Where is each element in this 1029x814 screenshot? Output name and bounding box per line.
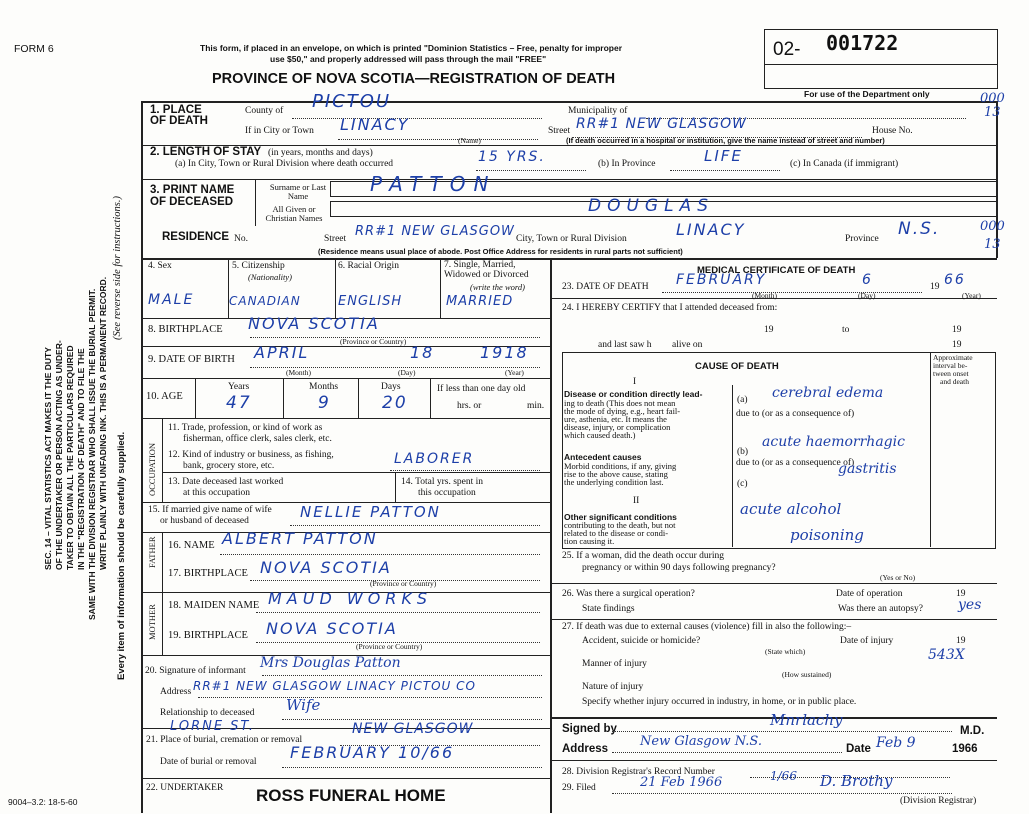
mother-bp-label: 19. BIRTHPLACE (168, 630, 248, 641)
disease-f: which caused death.) (564, 430, 636, 440)
md-label: M.D. (960, 725, 985, 737)
birthplace-value: NOVA SCOTIA (248, 314, 380, 333)
dod-month-hint: (Month) (752, 291, 777, 300)
registrar-label: (Division Registrar) (900, 796, 977, 806)
pregnancy-a: 25. If a woman, did the death occur during (562, 551, 724, 561)
surgical-findings: State findings (582, 604, 635, 614)
informant-address: RR#1 NEW GLASGOW LINACY PICTOU CO (193, 679, 476, 693)
rule-11 (141, 418, 551, 419)
informant-relation: Wife (286, 696, 321, 714)
dob-line (250, 367, 540, 369)
stay-b-line (670, 170, 780, 172)
residence-city-value: LINACY (676, 220, 746, 239)
other-a: Other significant conditions (564, 512, 677, 522)
margin-code-top: 000 (980, 91, 1005, 106)
parent-side-div (162, 532, 163, 655)
undertaker-value: ROSS FUNERAL HOME (256, 786, 446, 805)
age-less-label: If less than one day old (437, 384, 526, 394)
surname-label: Surname or Last Name (269, 182, 327, 201)
father-name: ALBERT PATTON (222, 529, 378, 548)
residence-city-label: City, Town or Rural Division (516, 234, 627, 244)
age-years-label: Years (228, 382, 250, 392)
signer-address: New Glasgow N.S. (640, 734, 762, 749)
burial-place-extra: LORNE ST. (170, 719, 255, 734)
father-name-line (220, 554, 540, 556)
surgical-19: 19 (956, 589, 966, 599)
reg-number: 001722 (826, 31, 899, 55)
birthplace-label: 8. BIRTHPLACE (148, 324, 223, 335)
side-note-5: SAME WITH THE DIVISION REGISTRAR WHO SHALL ISSUE THE BURIAL PERMIT. (87, 288, 97, 620)
filed-value: 21 Feb 1966 (640, 775, 723, 790)
external-19: 19 (956, 636, 966, 646)
length-of-stay-hint: (in years, months and days) (268, 148, 373, 158)
age-years: 47 (226, 393, 252, 413)
signed-value: Mnrlachy (770, 711, 843, 729)
dob-year-hint: (Year) (505, 368, 524, 377)
father-bp: NOVA SCOTIA (260, 558, 392, 577)
age-div-2 (283, 378, 284, 418)
occ-13a: 13. Date deceased last worked (168, 477, 284, 487)
racial-origin-value: ENGLISH (338, 294, 403, 309)
dob-day: 18 (410, 343, 435, 362)
signer-date: Feb 9 (876, 735, 916, 751)
external-how: (How sustained) (782, 670, 832, 679)
side-note-2: OF THE UNDERTAKER OR PERSON ACTING AS UNDER- (54, 340, 64, 570)
age-months-label: Months (309, 382, 339, 392)
ante-a: Antecedent causes (564, 452, 642, 462)
roman-one: I (633, 377, 637, 387)
frame-top-line (141, 101, 997, 103)
city-value: LINACY (340, 115, 410, 134)
residence-no-label: No. (234, 234, 248, 244)
autopsy-label: Was there an autopsy? (838, 604, 923, 614)
address-line (198, 697, 542, 699)
ante-b: Morbid conditions, if any, giving (564, 461, 677, 471)
mother-maiden-label: 18. MAIDEN NAME (168, 600, 260, 611)
informant-signature: Mrs Douglas Patton (260, 655, 401, 671)
stay-a-line (476, 170, 586, 172)
other-value2: poisoning (790, 526, 864, 544)
external-specify: Specify whether injury occurred in industry, in home, or in public place. (582, 697, 857, 707)
age-hrs-label: hrs. or (457, 401, 482, 411)
occ-rule-13 (162, 472, 551, 473)
dod-month: FEBRUARY (676, 272, 767, 288)
occ-11b: fisherman, office clerk, sales clerk, etc. (183, 434, 332, 444)
informant-label: 20. Signature of informant (145, 666, 246, 676)
signer-date-label: Date (846, 743, 871, 755)
disease-a: Disease or condition directly lead- (564, 389, 703, 399)
county-line (292, 118, 542, 120)
sex-value: MALE (148, 292, 195, 308)
mother-bp-line (256, 642, 540, 644)
age-div-4 (430, 378, 431, 418)
roman-two: II (633, 496, 640, 506)
interval-b: interval be- (933, 361, 968, 370)
place-of-death-label: 1. PLACE OF DEATH (150, 104, 208, 127)
industry-line (390, 470, 540, 472)
autopsy-value: yes (958, 597, 982, 613)
occ-12a: 12. Kind of industry or business, as fishing, (168, 450, 334, 460)
stay-a-label: (a) In City, Town or Rural Division where death occurred (175, 159, 394, 169)
side-note-1: SEC. 14 – VITAL STATISTICS ACT MAKES IT THE DUTY (43, 347, 53, 570)
row-divider-3 (141, 258, 997, 260)
age-div-3 (358, 378, 359, 418)
other-c: related to the disease or condi- (564, 528, 669, 538)
city-name-hint: (Name) (458, 136, 481, 145)
reg-box-divider (764, 64, 997, 65)
external-state: (State which) (765, 647, 806, 656)
footer-code: 9004–3.2: 18-5-60 (8, 797, 78, 807)
occ-14a: 14. Total yrs. spent in (401, 477, 484, 487)
certify-19c: 19 (952, 340, 962, 350)
due-to-2: due to (or as a consequence of) (736, 458, 855, 468)
mother-side-label: MOTHER (147, 604, 157, 640)
rule-r28 (551, 760, 997, 761)
reg-prefix: 02- (773, 39, 801, 60)
dod-year-prefix: 19 (930, 282, 940, 292)
dod-label: 23. DATE OF DEATH (562, 282, 649, 292)
dod-year: 66 (944, 272, 966, 288)
margin-code-mid: 000 (980, 219, 1005, 234)
cause-a: cerebral edema (772, 385, 884, 401)
birthplace-hint: (Province or Country) (340, 337, 407, 346)
father-bp-line (250, 580, 540, 582)
external-code: 543X (928, 647, 965, 663)
birthplace-line (250, 337, 540, 339)
record-number-value: 1/66 (770, 769, 797, 783)
due-to-1: due to (or as a consequence of) (736, 409, 855, 419)
age-days: 20 (382, 393, 408, 413)
relation-line (282, 719, 542, 721)
cause-c-label: (c) (737, 479, 748, 489)
dod-day-hint: (Day) (858, 291, 876, 300)
given-label: All Given or Christian Names (265, 204, 323, 223)
registrar-signature: D. Brothy (820, 772, 893, 790)
dod-year-hint: (Year) (962, 291, 981, 300)
dob-month: APRIL (254, 343, 310, 362)
father-bp-label: 17. BIRTHPLACE (168, 568, 248, 579)
signer-date-year: 1966 (952, 743, 978, 755)
certify-to: to (842, 325, 850, 335)
burial-date-label: Date of burial or removal (160, 757, 257, 767)
yes-no-hint: (Yes or No) (880, 573, 916, 582)
certify-last: and last saw h (598, 340, 652, 350)
pregnancy-b: pregnancy or within 90 days following pregnancy? (582, 563, 776, 573)
side-note-3: TAKER TO OBTAIN ALL THE PARTICULARS REQUIRED (65, 345, 75, 570)
occ-11a: 11. Trade, profession, or kind of work as (168, 423, 323, 433)
rule-r26 (551, 583, 997, 584)
spouse-label-a: 15. If married give name of wife (148, 505, 272, 515)
other-d: tion causing it. (564, 536, 615, 546)
occ-14b: this occupation (418, 488, 476, 498)
burial-place-line (340, 745, 540, 747)
external-acc: Accident, suicide or homicide? (582, 636, 701, 646)
cause-b-label: (b) (737, 447, 749, 457)
certify-label: 24. I HEREBY CERTIFY that I attended deceased from: (562, 303, 778, 313)
stay-b-label: (b) In Province (598, 159, 656, 169)
street-line (572, 137, 862, 139)
dept-use-note: For use of the Department only (804, 89, 930, 99)
side-note-4: IN THE "REGISTRATION OF DEATH" AND TO FILE THE (76, 348, 86, 570)
cause-title: CAUSE OF DEATH (695, 361, 779, 372)
age-months: 9 (318, 393, 331, 413)
name-label-div (255, 180, 256, 226)
record-line (750, 777, 950, 779)
occ-13b: at this occupation (183, 488, 251, 498)
spouse-label-b: or husband of deceased (160, 516, 249, 526)
certify-19b: 19 (952, 325, 962, 335)
spouse-value: NELLIE PATTON (300, 503, 441, 521)
interval-a: Approximate (933, 353, 973, 362)
informant-line (262, 675, 542, 677)
ante-d: the underlying condition last. (564, 477, 664, 487)
col-div-7 (440, 258, 441, 318)
informant-relation-label: Relationship to deceased (160, 708, 255, 718)
burial-place: NEW GLASGOW (352, 721, 474, 737)
burial-date-line (282, 767, 542, 769)
signer-address-line (612, 752, 842, 754)
external-label: 27. If death was due to external causes (violence) fill in also the following:– (562, 622, 852, 632)
cause-a-label: (a) (737, 395, 748, 405)
residence-province-label: Province (845, 234, 879, 244)
dod-line (662, 292, 922, 294)
marital-value: MARRIED (446, 294, 514, 309)
spouse-line (290, 525, 540, 527)
residence-street-value: RR#1 NEW GLASGOW (355, 224, 515, 239)
city-label: If in City or Town (245, 126, 314, 136)
signed-line (612, 731, 952, 733)
cause-b2: gastritis (838, 461, 897, 477)
col-div-5 (228, 258, 229, 318)
interval-div (930, 352, 931, 547)
signer-address-label: Address (562, 743, 609, 755)
external-manner: Manner of injury (582, 659, 647, 669)
occupation-side-label: OCCUPATION (147, 442, 157, 496)
street-label: Street (548, 126, 571, 136)
medical-title: MEDICAL CERTIFICATE OF DEATH (697, 265, 856, 276)
certify-alive: alive on (672, 340, 703, 350)
citizenship-value: CANADIAN (229, 294, 301, 308)
filed-label: 29. Filed (562, 783, 596, 793)
dob-month-hint: (Month) (286, 368, 311, 377)
house-label: House No. (872, 126, 913, 136)
undertaker-label: 22. UNDERTAKER (146, 783, 224, 793)
street-value: RR#1 NEW GLASGOW (576, 116, 747, 132)
age-label: 10. AGE (146, 391, 183, 402)
filed-line (612, 793, 952, 795)
mail-notice-1: This form, if placed in an envelope, on which is printed "Dominion Statistics – Free, penalty for improper (200, 43, 623, 53)
dod-day: 6 (862, 272, 873, 288)
citizenship-label: 5. Citizenship (232, 261, 285, 271)
middle-divider (550, 258, 552, 813)
sex-label: 4. Sex (148, 261, 172, 271)
rule-r27 (551, 619, 997, 620)
father-bp-hint: (Province or Country) (370, 579, 437, 588)
burial-date: FEBRUARY 10/66 (290, 743, 455, 762)
dob-day-hint: (Day) (398, 368, 416, 377)
city-line (338, 139, 538, 141)
cause-label-div (732, 385, 733, 547)
other-value: acute alcohol (740, 500, 842, 518)
mail-notice-2: use $50," and properly addressed will pass through the mail "FREE" (270, 54, 547, 64)
occ-side-div (162, 418, 163, 502)
rule-10 (141, 378, 551, 379)
disease-c: the mode of dying, e.g., heart fail- (564, 406, 681, 416)
interval-d: and death (940, 377, 969, 386)
surname-value: PATTON (370, 172, 497, 196)
hospital-note: (If death occurred in a hospital or institution, give the name instead of street and number) (566, 136, 885, 145)
surgical-label: 26. Was there a surgical operation? (562, 589, 695, 599)
certify-19a: 19 (764, 325, 774, 335)
age-min-label: min. (527, 401, 545, 411)
mother-maiden: MAUD WORKS (268, 589, 433, 608)
county-value: PICTOU (312, 91, 392, 112)
residence-street-label: Street (324, 234, 347, 244)
other-b: contributing to the death, but not (564, 520, 676, 530)
mother-bp: NOVA SCOTIA (266, 619, 398, 638)
form-id: FORM 6 (14, 43, 54, 55)
frame-left-line (141, 101, 143, 813)
side-note-7: (See reverse side for instructions.) (112, 196, 123, 340)
age-days-label: Days (381, 382, 401, 392)
dob-label: 9. DATE OF BIRTH (148, 354, 235, 365)
ante-c: rise to the above cause, stating (564, 469, 668, 479)
col-div-6 (335, 258, 336, 318)
mother-maiden-line (256, 612, 540, 614)
informant-address-label: Address (160, 687, 192, 697)
stay-c-label: (c) In Canada (if immigrant) (790, 159, 899, 169)
marital-hint: (write the word) (470, 282, 525, 292)
occ-div-14 (395, 472, 396, 502)
rule-22 (141, 778, 551, 779)
side-note-8: Every item of information should be carefully supplied. (116, 431, 127, 680)
length-of-stay-label: 2. LENGTH OF STAY (150, 146, 262, 158)
surgical-date: Date of operation (836, 589, 903, 599)
occ-12-value: LABORER (394, 451, 475, 467)
occ-12b: bank, grocery store, etc. (183, 461, 275, 471)
father-name-label: 16. NAME (168, 540, 215, 551)
interval-c: tween onset (933, 369, 969, 378)
stay-b-value: LIFE (704, 147, 743, 165)
marital-label: 7. Single, Married, Widowed or Divorced (444, 260, 529, 280)
side-note-6: WRITE PLAINLY WITH UNFADING INK. THIS IS A PERMANENT RECORD. (98, 276, 108, 570)
external-date: Date of injury (840, 636, 894, 646)
residence-province-value: N.S. (898, 219, 941, 239)
racial-origin-label: 6. Racial Origin (338, 261, 399, 271)
disease-b: ing to death (This does not mean (564, 398, 676, 408)
stay-a-value: 15 YRS. (478, 149, 546, 165)
disease-e: disease, injury, or complication (564, 422, 671, 432)
municipality-label: Municipality of (568, 106, 628, 116)
residence-note: (Residence means usual place of abode. Post Office Address for residents in rural parts not sufficient) (318, 247, 683, 256)
page-title: PROVINCE OF NOVA SCOTIA—REGISTRATION OF DEATH (212, 71, 616, 87)
residence-label: RESIDENCE (162, 231, 230, 243)
burial-place-label: 21. Place of burial, cremation or removal (146, 735, 303, 745)
given-value: DOUGLAS (588, 196, 714, 216)
row-divider-2 (141, 179, 997, 180)
margin-code-top2: 13 (984, 105, 1001, 120)
row-divider-1 (141, 145, 997, 146)
citizenship-hint: (Nationality) (248, 272, 292, 282)
external-nature: Nature of injury (582, 682, 644, 692)
print-name-label: 3. PRINT NAME OF DECEASED (150, 184, 235, 208)
margin-code-mid2: 13 (984, 237, 1001, 252)
age-div-1 (195, 378, 196, 418)
signed-label: Signed by (562, 723, 617, 735)
father-side-label: FATHER (147, 536, 157, 568)
disease-d: ure, asthenia, etc. It means the (564, 414, 667, 424)
cause-b: acute haemorrhagic (762, 434, 905, 450)
record-number-label: 28. Division Registrar's Record Number (562, 767, 715, 777)
dob-year: 1918 (480, 343, 529, 362)
county-label: County of (245, 106, 284, 116)
mother-bp-hint: (Province or Country) (356, 642, 423, 651)
